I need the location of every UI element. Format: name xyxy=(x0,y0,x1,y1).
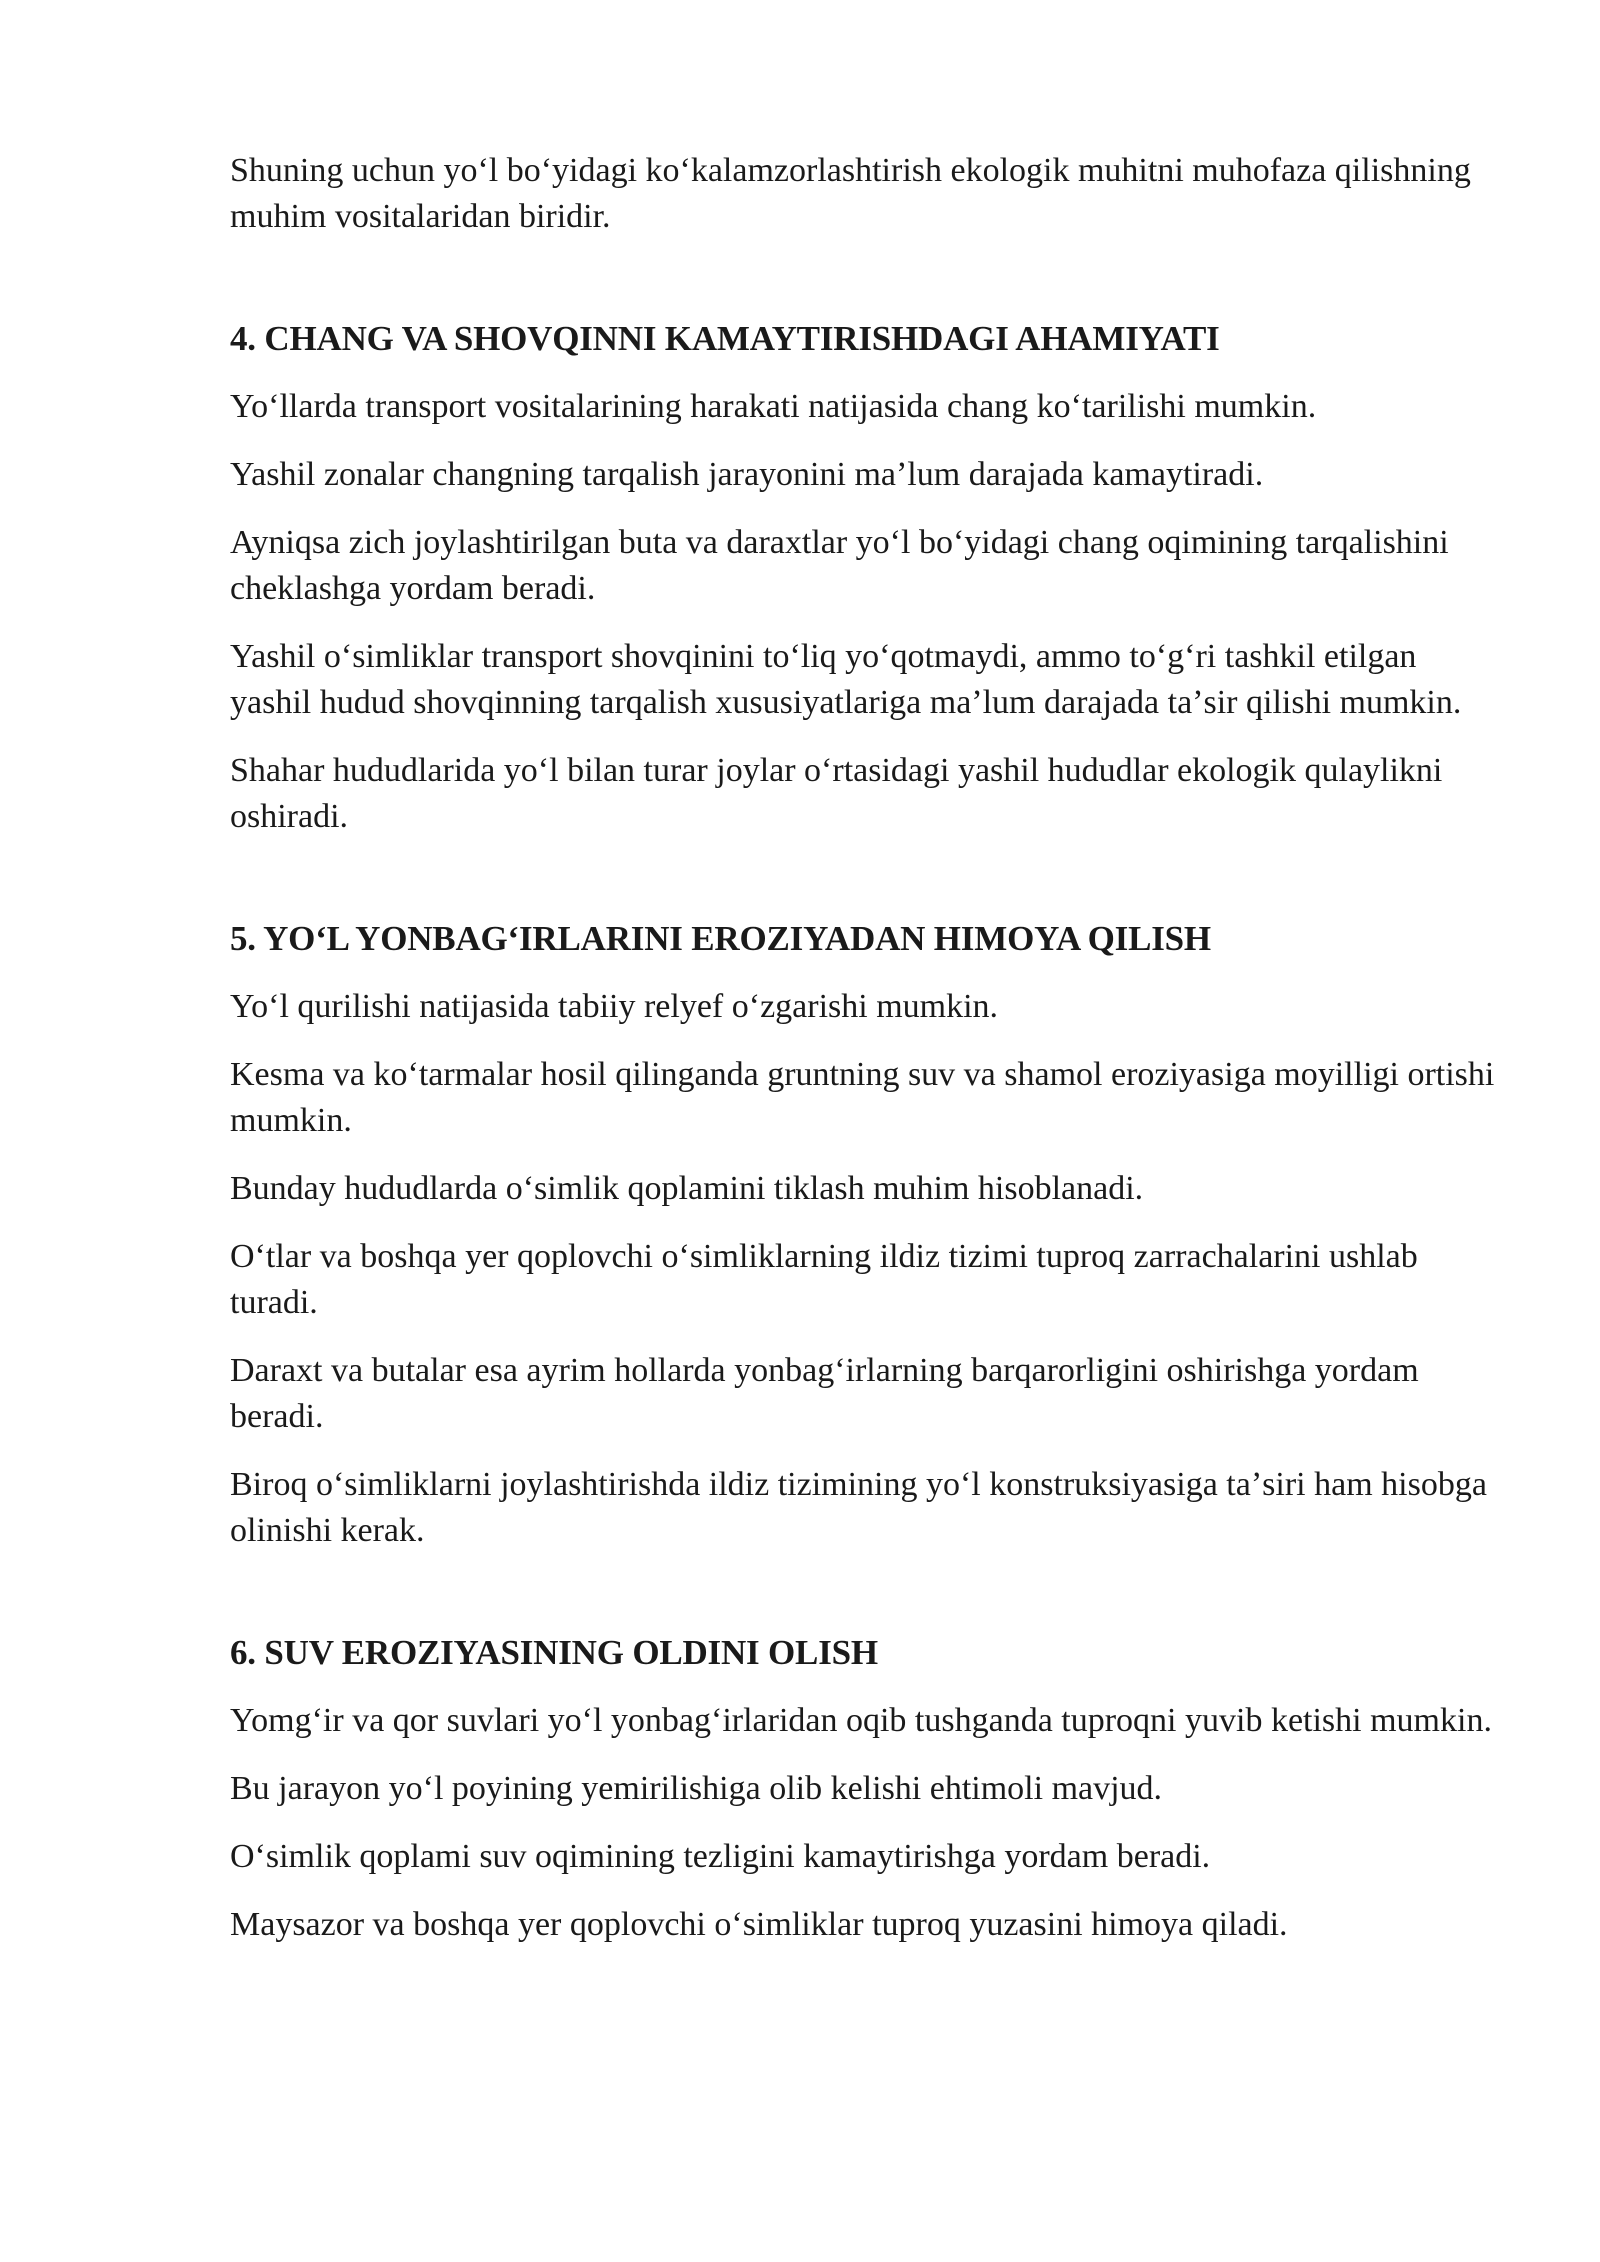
section-heading: 4. CHANG VA SHOVQINNI KAMAYTIRISHDAGI AHAMIYATI xyxy=(230,319,1220,358)
paragraph: Biroq oʻsimliklarni joylashtirishda ildiz tizimining yoʻl konstruksiyasiga taʼsiri ham hisobga olinishi kerak. xyxy=(230,1466,1487,1549)
paragraph: Yashil zonalar changning tarqalish jarayonini maʼlum darajada kamaytiradi. xyxy=(230,456,1264,493)
document-page xyxy=(230,148,1500,1970)
paragraph: Ayniqsa zich joylashtirilgan buta va daraxtlar yoʻl boʻyidagi chang oqimining tarqalishini cheklashga yordam beradi. xyxy=(230,524,1449,607)
paragraph: Oʻtlar va boshqa yer qoplovchi oʻsimliklarning ildiz tizimi tuproq zarrachalarini ushlab turadi. xyxy=(230,1238,1418,1321)
paragraph: Maysazor va boshqa yer qoplovchi oʻsimliklar tuproq yuzasini himoya qiladi. xyxy=(230,1906,1288,1943)
section-heading: 5. YOʻL YONBAGʻIRLARINI EROZIYADAN HIMOYA QILISH xyxy=(230,919,1211,958)
section-5 xyxy=(230,916,1500,1554)
paragraph: Shahar hududlarida yoʻl bilan turar joylar oʻrtasidagi yashil hududlar ekologik qulaylikni oshiradi. xyxy=(230,752,1443,835)
paragraph: Yomgʻir va qor suvlari yoʻl yonbagʻirlaridan oqib tushganda tuproqni yuvib ketishi mumkin. xyxy=(230,1702,1492,1739)
section-heading: 6. SUV EROZIYASINING OLDINI OLISH xyxy=(230,1633,878,1672)
paragraph: Bu jarayon yoʻl poyining yemirilishiga olib kelishi ehtimoli mavjud. xyxy=(230,1770,1163,1807)
paragraph: Daraxt va butalar esa ayrim hollarda yonbagʻirlarning barqarorligini oshirishga yordam beradi. xyxy=(230,1352,1419,1435)
paragraph: Bunday hududlarda oʻsimlik qoplamini tiklash muhim hisoblanadi. xyxy=(230,1170,1144,1207)
paragraph: Yashil oʻsimliklar transport shovqinini toʻliq yoʻqotmaydi, ammo toʻgʻri tashkil etilgan yashil hudud shovqinning tarqalish xususiyatlariga maʼlum darajada taʼsir qilishi mumkin. xyxy=(230,638,1462,721)
paragraph: Yoʻllarda transport vositalarining harakati natijasida chang koʻtarilishi mumkin. xyxy=(230,388,1317,425)
section-4 xyxy=(230,316,1500,840)
section-6 xyxy=(230,1630,1500,1948)
paragraph: Yoʻl qurilishi natijasida tabiiy relyef oʻzgarishi mumkin. xyxy=(230,988,999,1025)
paragraph: Oʻsimlik qoplami suv oqimining tezligini kamaytirishga yordam beradi. xyxy=(230,1838,1211,1875)
paragraph: Shuning uchun yoʻl boʻyidagi koʻkalamzorlashtirish ekologik muhitni muhofaza qilishning muhim vositalaridan biridir. xyxy=(230,152,1471,235)
intro-block xyxy=(230,148,1500,240)
paragraph: Kesma va koʻtarmalar hosil qilinganda gruntning suv va shamol eroziyasiga moyilligi ortishi mumkin. xyxy=(230,1056,1495,1139)
